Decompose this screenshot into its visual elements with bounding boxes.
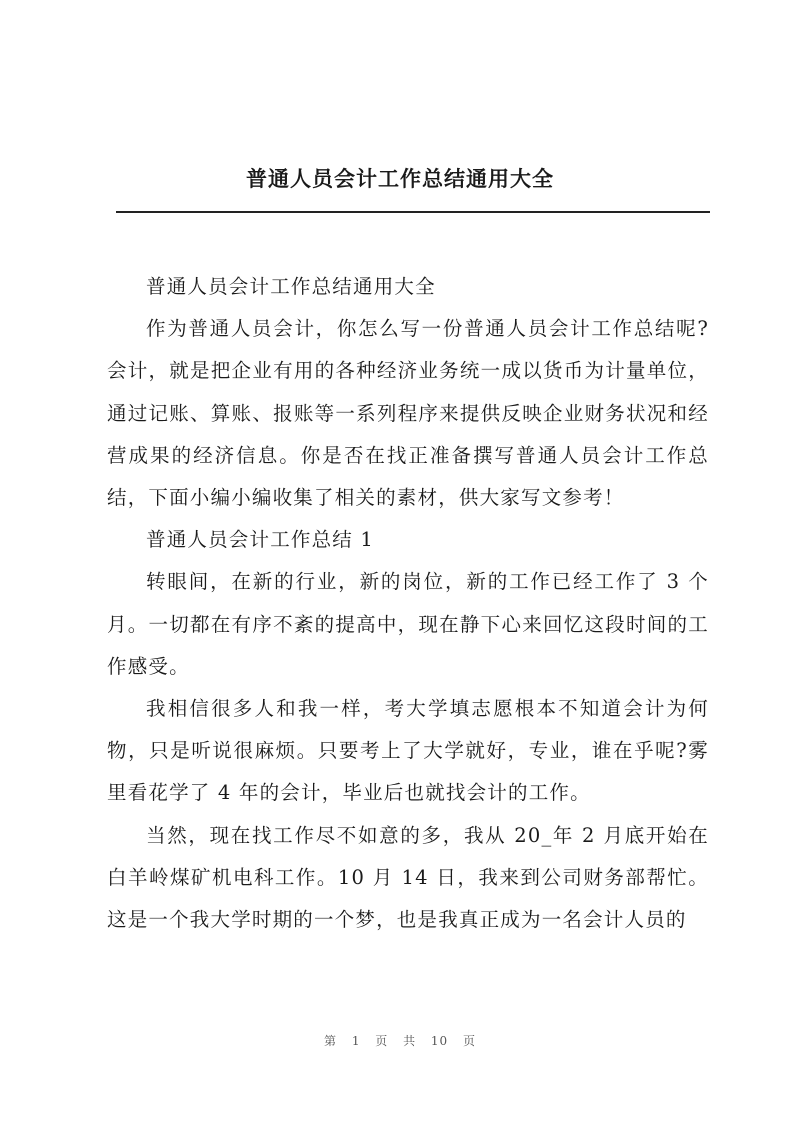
page-title: 普通人员会计工作总结通用大全 xyxy=(246,166,554,191)
paragraph: 我相信很多人和我一样，考大学填志愿根本不知道会计为何物，只是听说很麻烦。只要考上了大学就好，专业，谁在乎呢?雾里看花学了 4 年的会计，毕业后也就找会计的工作。 xyxy=(107,697,709,805)
section-heading: 普通人员会计工作总结 1 xyxy=(146,528,375,552)
title-divider xyxy=(116,211,710,213)
paragraph: 转眼间，在新的行业，新的岗位，新的工作已经工作了 3 个月。一切都在有序不紊的提高中，现在静下心来回忆这段时间的工作感受。 xyxy=(107,570,709,678)
page-footer: 第 1 页 共 10 页 xyxy=(324,1034,476,1048)
paragraph-intro: 作为普通人员会计，你怎么写一份普通人员会计工作总结呢?会计，就是把企业有用的各种经济业务统一成以货币为计量单位，通过记账、算账、报账等一系列程序来提供反映企业财务状况和经营成果的经济信息。你是否在找正准备撰写普通人员会计工作总结，下面小编小编收集了相关的素材，供大家写文参考！ xyxy=(107,317,709,510)
document-body xyxy=(107,266,709,941)
paragraph: 当然，现在找工作尽不如意的多，我从 20_年 2 月底开始在白羊岭煤矿机电科工作。10 月 14 日，我来到公司财务部帮忙。这是一个我大学时期的一个梦，也是我真正成为一名会计人员的 xyxy=(107,823,709,932)
paragraph-heading: 普通人员会计工作总结通用大全 xyxy=(146,275,436,298)
